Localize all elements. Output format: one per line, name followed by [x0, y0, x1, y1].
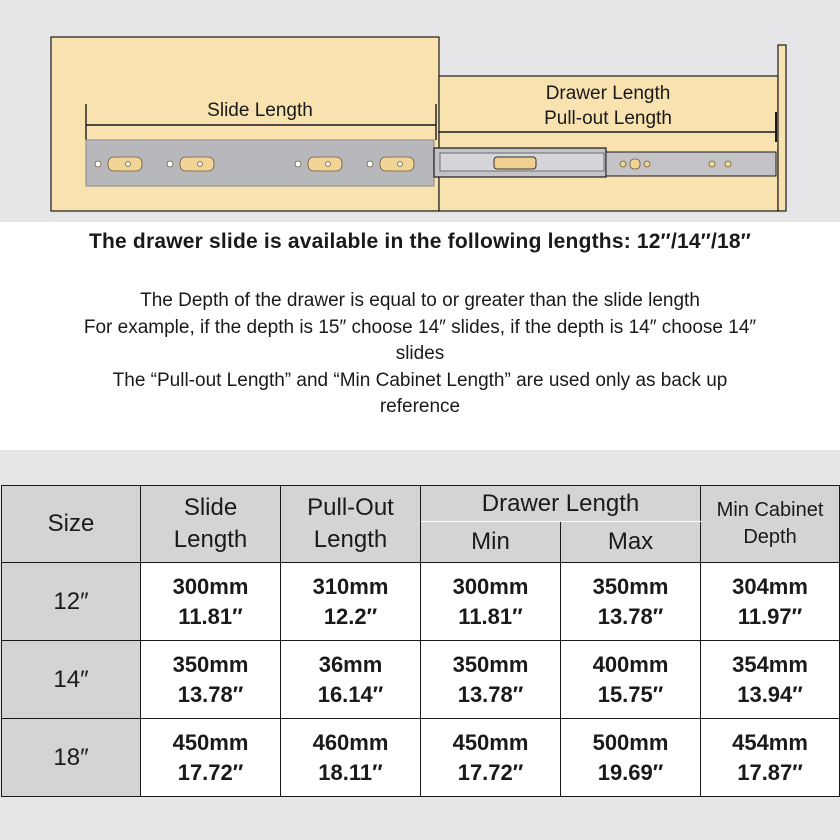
- size-cell: 18″: [2, 719, 141, 797]
- notes-block: [10, 288, 830, 421]
- slide-length-cell: 450mm 17.72″: [141, 719, 281, 797]
- pullout-length-label: Pull-out Length: [544, 108, 672, 129]
- note-line: reference: [379, 396, 461, 417]
- drawer-length-label: Drawer Length: [545, 83, 671, 104]
- drawer-min-cell: 300mm 11.81″: [421, 563, 561, 641]
- drawer-min-cell: 350mm 13.78″: [421, 641, 561, 719]
- size-spec-table: [1, 485, 840, 797]
- slide-length-cell: 350mm 13.78″: [141, 641, 281, 719]
- min-cabinet-depth-cell: 354mm 13.94″: [701, 641, 840, 719]
- pullout-length-cell: 460mm 18.11″: [281, 719, 421, 797]
- header-min: Min: [421, 522, 561, 563]
- pullout-length-cell: 310mm 12.2″: [281, 563, 421, 641]
- header-max: Max: [561, 522, 701, 563]
- header-slide-length: Slide Length: [141, 486, 281, 563]
- slide-length-cell: 300mm 11.81″: [141, 563, 281, 641]
- table-row: [2, 563, 840, 641]
- size-cell: 14″: [2, 641, 141, 719]
- drawer-front: [778, 45, 786, 211]
- slide-length-label: Slide Length: [207, 100, 313, 121]
- header-size: Size: [2, 486, 141, 563]
- note-line: slides: [395, 343, 445, 364]
- size-cell: 12″: [2, 563, 141, 641]
- availability-headline: The drawer slide is available in the following lengths: 12″/14″/18″: [88, 230, 752, 253]
- min-cabinet-depth-cell: 454mm 17.87″: [701, 719, 840, 797]
- header-min-cabinet-depth: Min Cabinet Depth: [701, 486, 840, 563]
- drawer-max-cell: 400mm 15.75″: [561, 641, 701, 719]
- table-row: [2, 719, 840, 797]
- drawer-max-cell: 350mm 13.78″: [561, 563, 701, 641]
- min-cabinet-depth-cell: 304mm 11.97″: [701, 563, 840, 641]
- rail-slot: [494, 157, 536, 169]
- pullout-length-cell: 36mm 16.14″: [281, 641, 421, 719]
- header-pullout-length: Pull-Out Length: [281, 486, 421, 563]
- table-row: [2, 641, 840, 719]
- note-line: The Depth of the drawer is equal to or greater than the slide length: [140, 290, 700, 311]
- note-line: The “Pull-out Length” and “Min Cabinet Length” are used only as back up: [112, 369, 728, 391]
- drawer-min-cell: 450mm 17.72″: [421, 719, 561, 797]
- header-drawer-length: Drawer Length: [421, 486, 701, 522]
- drawer-max-cell: 500mm 19.69″: [561, 719, 701, 797]
- drawer-slide-diagram: [0, 0, 840, 222]
- note-line: For example, if the depth is 15″ choose 14″ slides, if the depth is 14″ choose 14″: [83, 316, 757, 338]
